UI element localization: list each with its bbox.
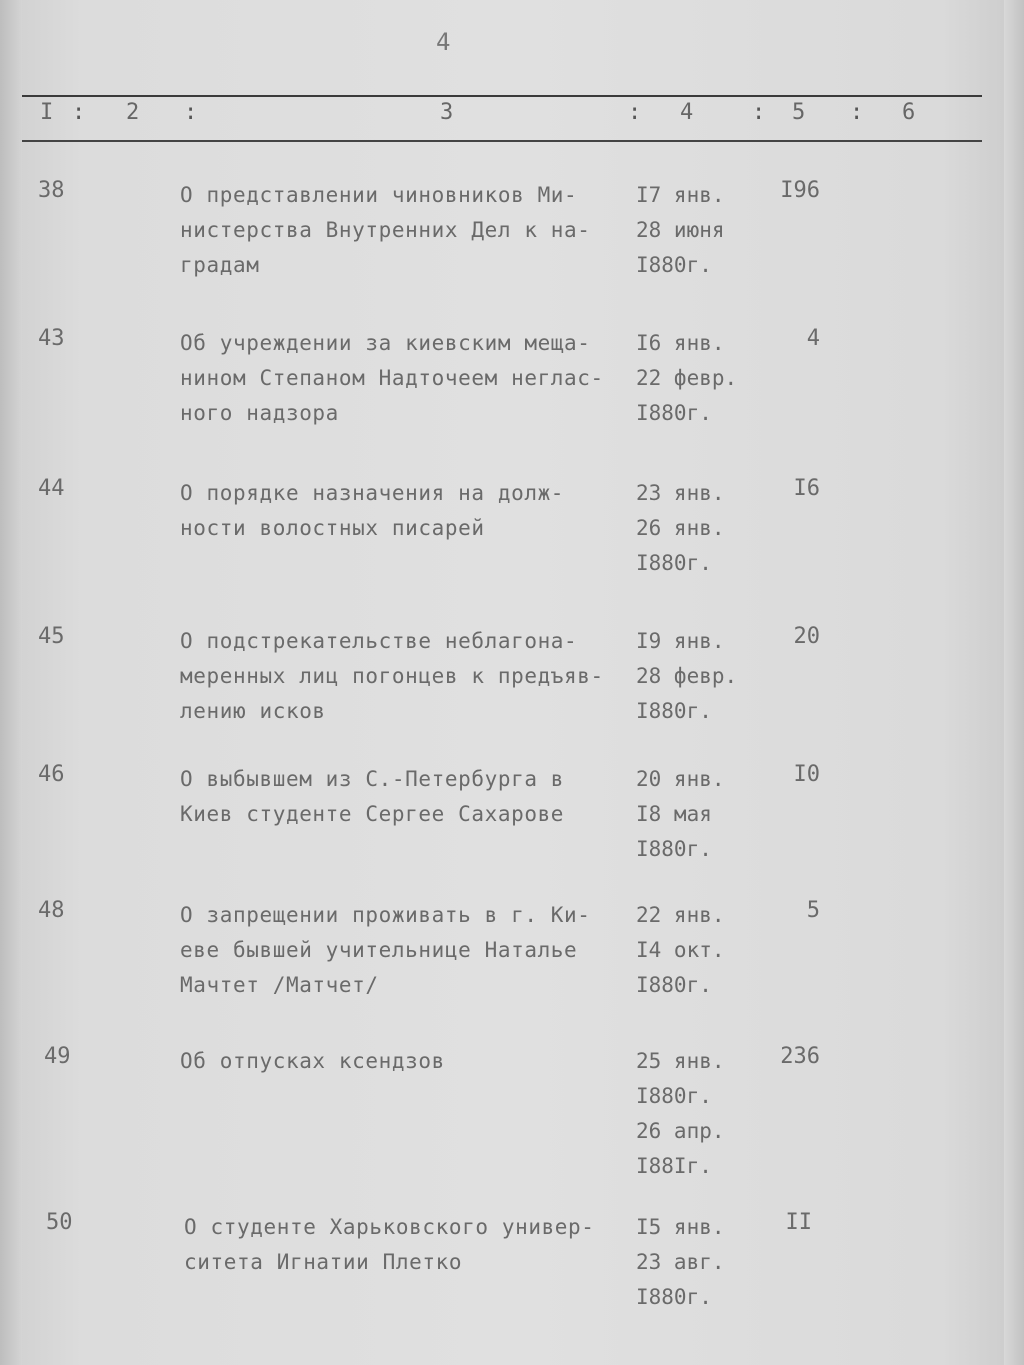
- date-line: I880г.: [636, 253, 712, 277]
- date-line: I8 мая: [636, 802, 712, 826]
- title-line: нистерства Внутренних Дел к на-: [180, 218, 591, 242]
- title-line: Мачтет /Матчет/: [180, 973, 379, 997]
- page-left-edge: [0, 0, 22, 1365]
- sheet-count: 20: [793, 624, 820, 649]
- case-title: [180, 898, 630, 1003]
- header-top-rule: [22, 95, 982, 97]
- date-line: I88Iг.: [636, 1154, 712, 1178]
- date-line: 20 янв.: [636, 767, 725, 791]
- case-title: [180, 178, 630, 283]
- case-number: 43: [38, 326, 65, 351]
- title-line: градам: [180, 253, 260, 277]
- header-col-2: 2: [126, 100, 140, 125]
- date-line: I6 янв.: [636, 331, 725, 355]
- date-line: I5 янв.: [636, 1215, 725, 1239]
- date-line: I7 янв.: [636, 183, 725, 207]
- title-line: О студенте Харьковского универ-: [184, 1215, 595, 1239]
- header-separator: :: [850, 100, 864, 125]
- header-col-5: 5: [792, 100, 806, 125]
- date-line: 22 янв.: [636, 903, 725, 927]
- title-line: Об отпусках ксендзов: [180, 1049, 445, 1073]
- page-number: 4: [436, 28, 451, 56]
- date-line: I880г.: [636, 1084, 712, 1108]
- date-line: 23 янв.: [636, 481, 725, 505]
- case-title: [184, 1210, 634, 1280]
- title-line: О выбывшем из С.-Петербурга в: [180, 767, 565, 791]
- case-title: [180, 476, 630, 546]
- case-number: 46: [38, 762, 65, 787]
- sheet-count: 236: [780, 1044, 820, 1069]
- title-line: О порядке назначения на долж-: [180, 481, 565, 505]
- header-col-3: 3: [440, 100, 454, 125]
- date-line: I880г.: [636, 699, 712, 723]
- date-line: I880г.: [636, 837, 712, 861]
- case-number: 50: [46, 1210, 73, 1235]
- sheet-count: 4: [806, 326, 820, 351]
- header-col-6: 6: [902, 100, 916, 125]
- sheet-count: 5: [806, 898, 820, 923]
- sheet-count: I0: [793, 762, 820, 787]
- date-line: I4 окт.: [636, 938, 725, 962]
- date-line: 26 янв.: [636, 516, 725, 540]
- title-line: О запрещении проживать в г. Ки-: [180, 903, 591, 927]
- header-separator: :: [184, 100, 198, 125]
- page-right-edge: [1004, 0, 1024, 1365]
- date-line: 26 апр.: [636, 1119, 725, 1143]
- title-line: Об учреждении за киевским меща-: [180, 331, 591, 355]
- date-line: I880г.: [636, 551, 712, 575]
- date-line: 22 февр.: [636, 366, 738, 390]
- case-title: [180, 1044, 630, 1079]
- header-separator: :: [752, 100, 766, 125]
- title-line: ситета Игнатии Плетко: [184, 1250, 463, 1274]
- header-bottom-rule: [22, 140, 982, 142]
- date-line: 28 февр.: [636, 664, 738, 688]
- case-number: 45: [38, 624, 65, 649]
- title-line: еве бывшей учительнице Наталье: [180, 938, 578, 962]
- case-number: 49: [44, 1044, 71, 1069]
- case-number: 38: [38, 178, 65, 203]
- case-title: [180, 762, 630, 832]
- date-line: I880г.: [636, 1285, 712, 1309]
- title-line: лению исков: [180, 699, 326, 723]
- date-line: I880г.: [636, 401, 712, 425]
- case-title: [180, 326, 630, 431]
- header-separator: :: [72, 100, 86, 125]
- header-col-1: I: [40, 100, 54, 125]
- date-line: 28 июня: [636, 218, 725, 242]
- case-title: [180, 624, 630, 729]
- sheet-count: II: [785, 1210, 812, 1235]
- header-col-4: 4: [680, 100, 694, 125]
- date-line: 25 янв.: [636, 1049, 725, 1073]
- date-line: I880г.: [636, 973, 712, 997]
- title-line: О подстрекательстве неблагона-: [180, 629, 578, 653]
- title-line: Киев студенте Сергее Сахарове: [180, 802, 565, 826]
- title-line: О представлении чиновников Ми-: [180, 183, 578, 207]
- case-number: 44: [38, 476, 65, 501]
- sheet-count: I6: [793, 476, 820, 501]
- sheet-count: I96: [780, 178, 820, 203]
- date-line: 23 авг.: [636, 1250, 725, 1274]
- title-line: ности волостных писарей: [180, 516, 485, 540]
- title-line: меренных лиц погонцев к предъяв-: [180, 664, 604, 688]
- title-line: ного надзора: [180, 401, 339, 425]
- header-separator: :: [628, 100, 642, 125]
- date-line: I9 янв.: [636, 629, 725, 653]
- title-line: нином Степаном Надточеем неглас-: [180, 366, 604, 390]
- case-number: 48: [38, 898, 65, 923]
